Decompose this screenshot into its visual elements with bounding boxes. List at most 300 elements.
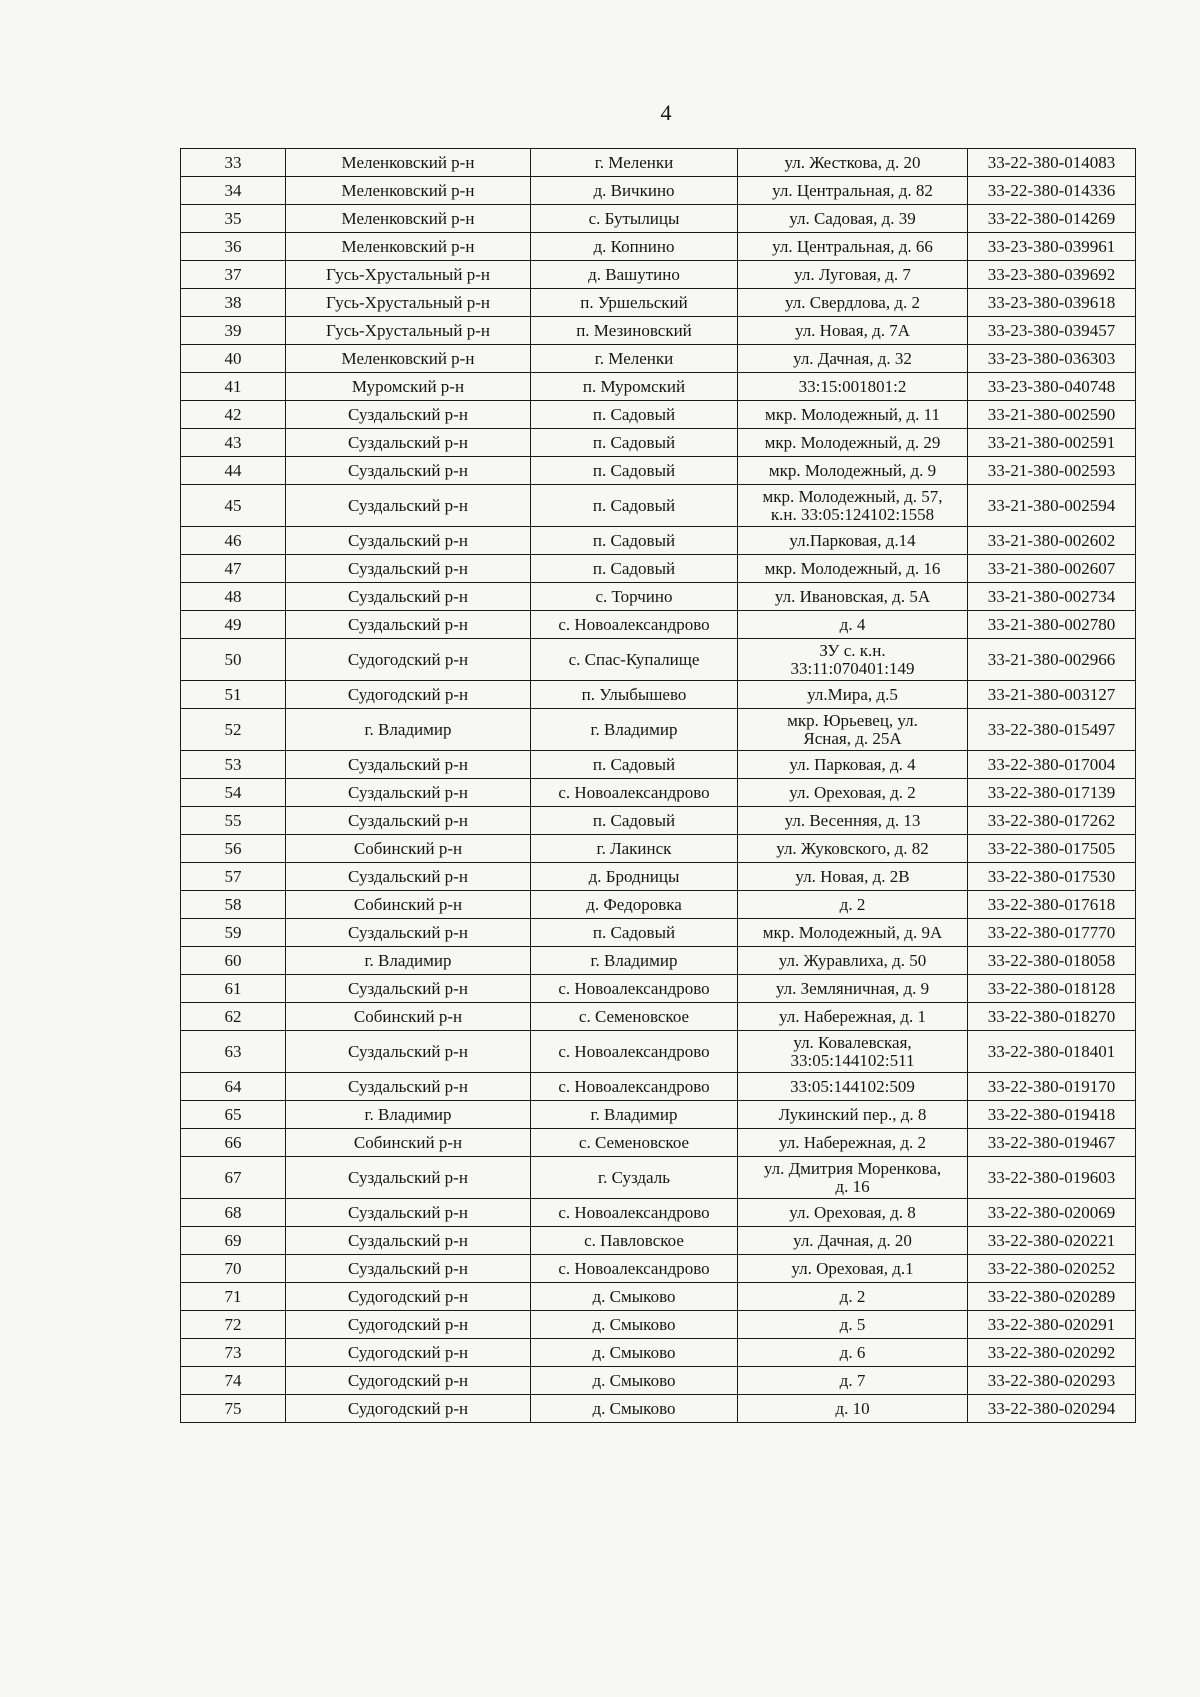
code-cell: 33-21-380-002780	[968, 611, 1136, 639]
row-number-cell: 55	[181, 807, 286, 835]
code-cell: 33-23-380-039692	[968, 261, 1136, 289]
address-line: ул.Мира, д.5	[807, 684, 898, 704]
table-row	[181, 1395, 1136, 1423]
district-cell: Суздальский р-н	[286, 429, 531, 457]
district-cell: Меленковский р-н	[286, 345, 531, 373]
code-cell: 33-22-380-017618	[968, 891, 1136, 919]
address-line: д. 5	[839, 1314, 866, 1334]
address-line: 33:05:144102:509	[790, 1076, 915, 1096]
locality-cell: д. Смыково	[531, 1339, 738, 1367]
table-row	[181, 947, 1136, 975]
address-cell	[738, 457, 968, 485]
table-row	[181, 555, 1136, 583]
address-line: ЗУ с. к.н.	[819, 640, 886, 660]
address-line: 33:15:001801:2	[798, 376, 907, 396]
district-cell: Судогодский р-н	[286, 1367, 531, 1395]
locality-cell: п. Садовый	[531, 401, 738, 429]
table-row	[181, 177, 1136, 205]
code-cell: 33-22-380-017262	[968, 807, 1136, 835]
district-cell: Суздальский р-н	[286, 751, 531, 779]
address-cell	[738, 751, 968, 779]
locality-cell: с. Спас-Купалище	[531, 639, 738, 681]
locality-cell: г. Владимир	[531, 709, 738, 751]
row-number-cell: 65	[181, 1101, 286, 1129]
address-cell	[738, 919, 968, 947]
district-cell: Суздальский р-н	[286, 401, 531, 429]
locality-cell: д. Смыково	[531, 1311, 738, 1339]
row-number-cell: 64	[181, 1073, 286, 1101]
code-cell: 33-22-380-018128	[968, 975, 1136, 1003]
row-number-cell: 50	[181, 639, 286, 681]
address-cell	[738, 807, 968, 835]
row-number-cell: 44	[181, 457, 286, 485]
table-row	[181, 611, 1136, 639]
address-cell	[738, 779, 968, 807]
locality-cell: д. Смыково	[531, 1283, 738, 1311]
address-cell	[738, 177, 968, 205]
district-cell: Судогодский р-н	[286, 1339, 531, 1367]
code-cell: 33-23-380-036303	[968, 345, 1136, 373]
table-row	[181, 1339, 1136, 1367]
address-line: ул. Новая, д. 2В	[795, 866, 910, 886]
code-cell: 33-22-380-019603	[968, 1157, 1136, 1199]
row-number-cell: 41	[181, 373, 286, 401]
district-cell: Гусь-Хрустальный р-н	[286, 289, 531, 317]
code-cell: 33-22-380-020289	[968, 1283, 1136, 1311]
row-number-cell: 48	[181, 583, 286, 611]
row-number-cell: 71	[181, 1283, 286, 1311]
address-line: ул. Дачная, д. 32	[793, 348, 912, 368]
district-cell: Суздальский р-н	[286, 919, 531, 947]
row-number-cell: 62	[181, 1003, 286, 1031]
table-row	[181, 975, 1136, 1003]
locality-cell: г. Лакинск	[531, 835, 738, 863]
address-cell	[738, 947, 968, 975]
code-cell: 33-22-380-020292	[968, 1339, 1136, 1367]
address-line: ул. Ореховая, д.1	[791, 1258, 914, 1278]
district-cell: Суздальский р-н	[286, 1031, 531, 1073]
address-line: мкр. Молодежный, д. 11	[764, 404, 941, 424]
code-cell: 33-22-380-019467	[968, 1129, 1136, 1157]
row-number-cell: 45	[181, 485, 286, 527]
table-row	[181, 401, 1136, 429]
locality-cell: с. Торчино	[531, 583, 738, 611]
district-cell: Судогодский р-н	[286, 681, 531, 709]
address-line: ул. Ореховая, д. 2	[789, 782, 916, 802]
row-number-cell: 35	[181, 205, 286, 233]
address-line: д. 4	[839, 614, 866, 634]
address-line: д. 16	[835, 1176, 870, 1196]
locality-cell: п. Садовый	[531, 485, 738, 527]
locality-cell: г. Владимир	[531, 1101, 738, 1129]
table-row	[181, 891, 1136, 919]
code-cell: 33-21-380-002734	[968, 583, 1136, 611]
code-cell: 33-21-380-002590	[968, 401, 1136, 429]
code-cell: 33-22-380-020221	[968, 1227, 1136, 1255]
address-cell	[738, 975, 968, 1003]
address-line: мкр. Молодежный, д. 9	[768, 460, 937, 480]
address-line: ул. Ореховая, д. 8	[789, 1202, 916, 1222]
locality-cell: с. Бутылицы	[531, 205, 738, 233]
district-cell: Судогодский р-н	[286, 1395, 531, 1423]
table-row	[181, 709, 1136, 751]
address-line: ул. Свердлова, д. 2	[785, 292, 920, 312]
row-number-cell: 59	[181, 919, 286, 947]
address-line: Ясная, д. 25А	[803, 728, 902, 748]
address-cell	[738, 1255, 968, 1283]
row-number-cell: 43	[181, 429, 286, 457]
row-number-cell: 57	[181, 863, 286, 891]
code-cell: 33-23-380-039457	[968, 317, 1136, 345]
address-line: ул. Ковалевская,	[793, 1032, 912, 1052]
address-line: мкр. Молодежный, д. 9А	[762, 922, 943, 942]
address-cell	[738, 1101, 968, 1129]
address-line: д. 2	[839, 1286, 866, 1306]
table-row	[181, 527, 1136, 555]
locality-cell: с. Семеновское	[531, 1003, 738, 1031]
address-cell	[738, 401, 968, 429]
district-cell: г. Владимир	[286, 709, 531, 751]
district-cell: Суздальский р-н	[286, 583, 531, 611]
address-line: ул. Новая, д. 7А	[794, 320, 911, 340]
locality-cell: д. Вичкино	[531, 177, 738, 205]
address-cell	[738, 317, 968, 345]
address-cell	[738, 709, 968, 751]
address-line: ул.Парковая, д.14	[789, 530, 916, 550]
row-number-cell: 66	[181, 1129, 286, 1157]
table-row	[181, 1199, 1136, 1227]
row-number-cell: 73	[181, 1339, 286, 1367]
district-cell: Собинский р-н	[286, 835, 531, 863]
locality-cell: с. Новоалександрово	[531, 611, 738, 639]
district-cell: Гусь-Хрустальный р-н	[286, 261, 531, 289]
code-cell: 33-22-380-018270	[968, 1003, 1136, 1031]
locality-cell: д. Федоровка	[531, 891, 738, 919]
district-cell: Меленковский р-н	[286, 205, 531, 233]
table-row	[181, 919, 1136, 947]
address-line: д. 10	[835, 1398, 870, 1418]
row-number-cell: 54	[181, 779, 286, 807]
address-line: ул. Парковая, д. 4	[789, 754, 916, 774]
row-number-cell: 46	[181, 527, 286, 555]
district-cell: Суздальский р-н	[286, 1227, 531, 1255]
address-cell	[738, 1199, 968, 1227]
row-number-cell: 53	[181, 751, 286, 779]
table-row	[181, 1227, 1136, 1255]
code-cell: 33-22-380-018058	[968, 947, 1136, 975]
locality-cell: д. Бродницы	[531, 863, 738, 891]
address-cell	[738, 1227, 968, 1255]
table-row	[181, 751, 1136, 779]
row-number-cell: 38	[181, 289, 286, 317]
locality-cell: г. Меленки	[531, 149, 738, 177]
code-cell: 33-22-380-020069	[968, 1199, 1136, 1227]
row-number-cell: 49	[181, 611, 286, 639]
district-cell: Суздальский р-н	[286, 807, 531, 835]
code-cell: 33-21-380-002594	[968, 485, 1136, 527]
address-line: д. 7	[839, 1370, 866, 1390]
table-row	[181, 1283, 1136, 1311]
table-row	[181, 429, 1136, 457]
district-cell: Меленковский р-н	[286, 177, 531, 205]
row-number-cell: 40	[181, 345, 286, 373]
address-line: ул. Ивановская, д. 5А	[774, 586, 931, 606]
table-row	[181, 1129, 1136, 1157]
district-cell: Судогодский р-н	[286, 1311, 531, 1339]
district-cell: Суздальский р-н	[286, 975, 531, 1003]
address-cell	[738, 485, 968, 527]
locality-cell: с. Новоалександрово	[531, 1073, 738, 1101]
address-cell	[738, 149, 968, 177]
code-cell: 33-22-380-017770	[968, 919, 1136, 947]
registry-table	[180, 148, 1136, 1423]
code-cell: 33-22-380-020252	[968, 1255, 1136, 1283]
address-cell	[738, 1157, 968, 1199]
district-cell: Меленковский р-н	[286, 233, 531, 261]
address-line: ул. Дачная, д. 20	[793, 1230, 912, 1250]
district-cell: Суздальский р-н	[286, 863, 531, 891]
page-number: 4	[660, 100, 672, 125]
district-cell: г. Владимир	[286, 1101, 531, 1129]
address-cell	[738, 583, 968, 611]
code-cell: 33-22-380-018401	[968, 1031, 1136, 1073]
address-cell	[738, 863, 968, 891]
address-cell	[738, 1073, 968, 1101]
district-cell: Суздальский р-н	[286, 1199, 531, 1227]
locality-cell: п. Садовый	[531, 527, 738, 555]
table-row	[181, 345, 1136, 373]
row-number-cell: 33	[181, 149, 286, 177]
code-cell: 33-22-380-017530	[968, 863, 1136, 891]
district-cell: Суздальский р-н	[286, 1073, 531, 1101]
code-cell: 33-23-380-039618	[968, 289, 1136, 317]
address-line: мкр. Молодежный, д. 57,	[762, 486, 943, 506]
address-line: ул. Садовая, д. 39	[789, 208, 916, 228]
table-row	[181, 1101, 1136, 1129]
code-cell: 33-21-380-002593	[968, 457, 1136, 485]
address-cell	[738, 345, 968, 373]
row-number-cell: 67	[181, 1157, 286, 1199]
registry-table-body	[181, 149, 1136, 1423]
table-row	[181, 233, 1136, 261]
locality-cell: д. Копнино	[531, 233, 738, 261]
row-number-cell: 61	[181, 975, 286, 1003]
table-row	[181, 681, 1136, 709]
table-row	[181, 457, 1136, 485]
code-cell: 33-22-380-017505	[968, 835, 1136, 863]
row-number-cell: 72	[181, 1311, 286, 1339]
row-number-cell: 75	[181, 1395, 286, 1423]
locality-cell: п. Уршельский	[531, 289, 738, 317]
address-cell	[738, 681, 968, 709]
address-cell	[738, 205, 968, 233]
code-cell: 33-22-380-019170	[968, 1073, 1136, 1101]
address-line: ул. Дмитрия Моренкова,	[763, 1158, 942, 1178]
locality-cell: д. Смыково	[531, 1367, 738, 1395]
address-cell	[738, 835, 968, 863]
address-cell	[738, 429, 968, 457]
code-cell: 33-21-380-002591	[968, 429, 1136, 457]
row-number-cell: 60	[181, 947, 286, 975]
address-line: ул. Жуковского, д. 82	[776, 838, 929, 858]
address-cell	[738, 1311, 968, 1339]
table-row	[181, 583, 1136, 611]
table-row	[181, 1073, 1136, 1101]
locality-cell: п. Муромский	[531, 373, 738, 401]
code-cell: 33-22-380-014336	[968, 177, 1136, 205]
address-line: ул. Набережная, д. 2	[779, 1132, 926, 1152]
code-cell: 33-22-380-020293	[968, 1367, 1136, 1395]
address-cell	[738, 373, 968, 401]
district-cell: г. Владимир	[286, 947, 531, 975]
address-cell	[738, 891, 968, 919]
address-cell	[738, 233, 968, 261]
row-number-cell: 68	[181, 1199, 286, 1227]
address-line: 33:05:144102:511	[790, 1050, 915, 1070]
table-row	[181, 1031, 1136, 1073]
code-cell: 33-22-380-019418	[968, 1101, 1136, 1129]
address-line: ул. Земляничная, д. 9	[775, 978, 930, 998]
locality-cell: г. Владимир	[531, 947, 738, 975]
locality-cell: с. Семеновское	[531, 1129, 738, 1157]
district-cell: Собинский р-н	[286, 1129, 531, 1157]
locality-cell: с. Новоалександрово	[531, 1255, 738, 1283]
locality-cell: п. Мезиновский	[531, 317, 738, 345]
row-number-cell: 42	[181, 401, 286, 429]
district-cell: Суздальский р-н	[286, 779, 531, 807]
table-row	[181, 1157, 1136, 1199]
address-line: к.н. 33:05:124102:1558	[770, 504, 935, 524]
address-line: мкр. Молодежный, д. 16	[764, 558, 941, 578]
district-cell: Гусь-Хрустальный р-н	[286, 317, 531, 345]
address-line: мкр. Молодежный, д. 29	[764, 432, 941, 452]
row-number-cell: 69	[181, 1227, 286, 1255]
district-cell: Меленковский р-н	[286, 149, 531, 177]
table-row	[181, 149, 1136, 177]
row-number-cell: 47	[181, 555, 286, 583]
row-number-cell: 51	[181, 681, 286, 709]
locality-cell: п. Садовый	[531, 751, 738, 779]
row-number-cell: 39	[181, 317, 286, 345]
address-cell	[738, 1367, 968, 1395]
locality-cell: п. Садовый	[531, 429, 738, 457]
address-line: ул. Центральная, д. 82	[772, 180, 933, 200]
locality-cell: д. Вашутино	[531, 261, 738, 289]
table-row	[181, 1367, 1136, 1395]
district-cell: Муромский р-н	[286, 373, 531, 401]
locality-cell: г. Суздаль	[531, 1157, 738, 1199]
address-cell	[738, 289, 968, 317]
address-cell	[738, 1339, 968, 1367]
address-line: ул. Луговая, д. 7	[794, 264, 911, 284]
address-cell	[738, 1129, 968, 1157]
code-cell: 33-21-380-002607	[968, 555, 1136, 583]
address-line: ул. Жесткова, д. 20	[784, 152, 921, 172]
row-number-cell: 74	[181, 1367, 286, 1395]
row-number-cell: 34	[181, 177, 286, 205]
table-row	[181, 779, 1136, 807]
address-cell	[738, 1003, 968, 1031]
row-number-cell: 37	[181, 261, 286, 289]
address-line: ул. Набережная, д. 1	[779, 1006, 926, 1026]
row-number-cell: 36	[181, 233, 286, 261]
row-number-cell: 63	[181, 1031, 286, 1073]
district-cell: Суздальский р-н	[286, 611, 531, 639]
district-cell: Суздальский р-н	[286, 1157, 531, 1199]
code-cell: 33-23-380-040748	[968, 373, 1136, 401]
code-cell: 33-23-380-039961	[968, 233, 1136, 261]
address-line: ул. Журавлиха, д. 50	[778, 950, 927, 970]
district-cell: Суздальский р-н	[286, 527, 531, 555]
code-cell: 33-22-380-015497	[968, 709, 1136, 751]
locality-cell: д. Смыково	[531, 1395, 738, 1423]
address-cell	[738, 1395, 968, 1423]
table-row	[181, 1311, 1136, 1339]
district-cell: Суздальский р-н	[286, 485, 531, 527]
row-number-cell: 52	[181, 709, 286, 751]
address-cell	[738, 639, 968, 681]
district-cell: Собинский р-н	[286, 1003, 531, 1031]
district-cell: Судогодский р-н	[286, 639, 531, 681]
code-cell: 33-22-380-014269	[968, 205, 1136, 233]
table-row	[181, 205, 1136, 233]
locality-cell: п. Садовый	[531, 919, 738, 947]
table-row	[181, 1255, 1136, 1283]
row-number-cell: 56	[181, 835, 286, 863]
locality-cell: с. Новоалександрово	[531, 1199, 738, 1227]
table-row	[181, 317, 1136, 345]
locality-cell: п. Садовый	[531, 555, 738, 583]
address-line: мкр. Юрьевец, ул.	[787, 710, 918, 730]
address-line: ул. Весенняя, д. 13	[784, 810, 921, 830]
table-row	[181, 373, 1136, 401]
code-cell: 33-21-380-003127	[968, 681, 1136, 709]
address-cell	[738, 527, 968, 555]
code-cell: 33-22-380-017004	[968, 751, 1136, 779]
address-line: 33:11:070401:149	[790, 658, 915, 678]
address-line: Лукинский пер., д. 8	[778, 1104, 927, 1124]
locality-cell: п. Садовый	[531, 457, 738, 485]
code-cell: 33-22-380-020291	[968, 1311, 1136, 1339]
table-row	[181, 289, 1136, 317]
table-row	[181, 835, 1136, 863]
address-cell	[738, 261, 968, 289]
code-cell: 33-21-380-002966	[968, 639, 1136, 681]
address-cell	[738, 611, 968, 639]
locality-cell: с. Павловское	[531, 1227, 738, 1255]
locality-cell: п. Улыбышево	[531, 681, 738, 709]
address-cell	[738, 1283, 968, 1311]
address-cell	[738, 555, 968, 583]
table-row	[181, 639, 1136, 681]
address-cell	[738, 1031, 968, 1073]
code-cell: 33-22-380-014083	[968, 149, 1136, 177]
locality-cell: с. Новоалександрово	[531, 975, 738, 1003]
district-cell: Суздальский р-н	[286, 555, 531, 583]
locality-cell: с. Новоалександрово	[531, 779, 738, 807]
locality-cell: с. Новоалександрово	[531, 1031, 738, 1073]
address-line: ул. Центральная, д. 66	[772, 236, 933, 256]
table-row	[181, 863, 1136, 891]
table-row	[181, 807, 1136, 835]
address-line: д. 6	[839, 1342, 866, 1362]
locality-cell: г. Меленки	[531, 345, 738, 373]
code-cell: 33-21-380-002602	[968, 527, 1136, 555]
locality-cell: п. Садовый	[531, 807, 738, 835]
table-row	[181, 485, 1136, 527]
row-number-cell: 70	[181, 1255, 286, 1283]
table-row	[181, 261, 1136, 289]
